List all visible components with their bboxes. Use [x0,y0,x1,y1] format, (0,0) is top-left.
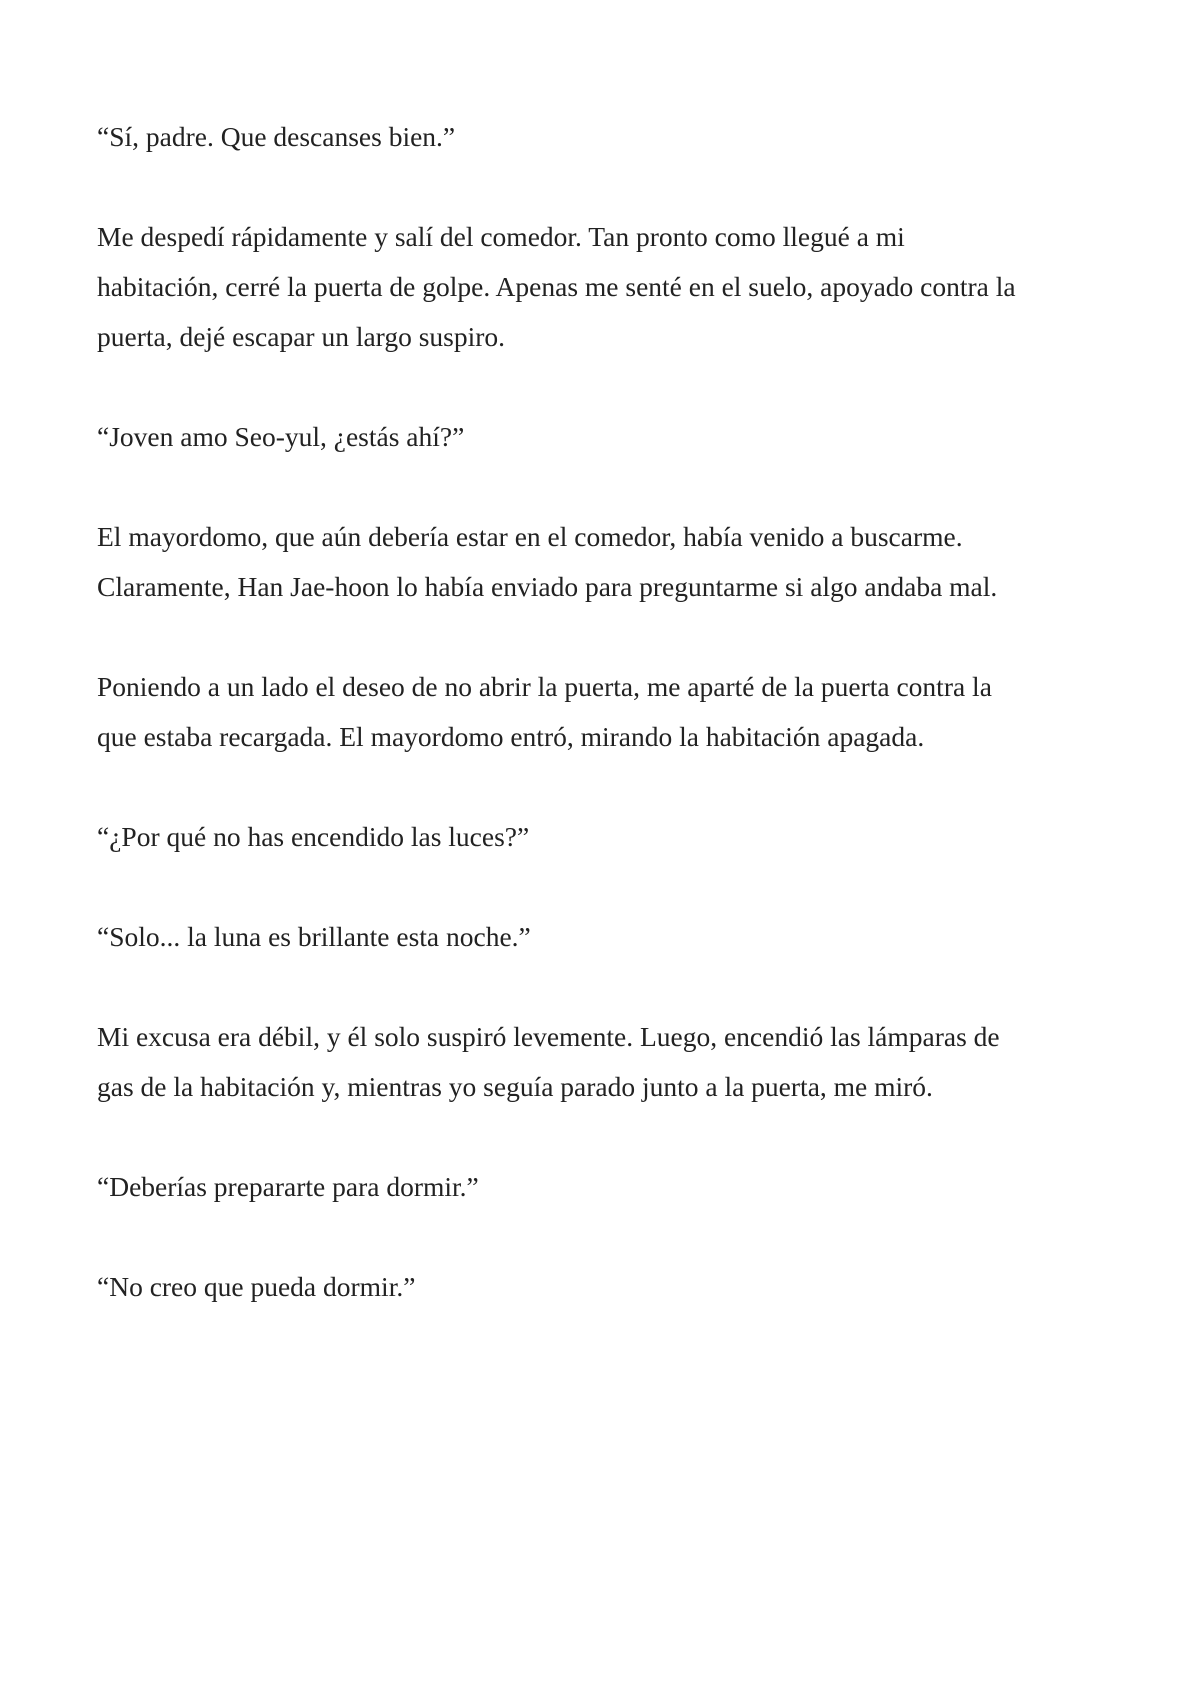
paragraph-dialogue: “Joven amo Seo-yul, ¿estás ahí?” [97,421,465,452]
paragraph-dialogue: “No creo que pueda dormir.” [97,1271,416,1302]
paragraph-narration: El mayordomo, que aún debería estar en el comedor, había venido a buscarme. Claramente, Han Jae-hoon lo había enviado para preguntarme si algo andaba mal. [97,521,998,602]
paragraph-narration: Poniendo a un lado el deseo de no abrir la puerta, me aparté de la puerta contra la que estaba recargada. El mayordomo entró, mirando la habitación apagada. [97,671,992,752]
paragraph-dialogue: “Solo... la luna es brillante esta noche.” [97,921,531,952]
paragraph-dialogue: “Deberías prepararte para dormir.” [97,1171,479,1202]
paragraph-narration: Mi excusa era débil, y él solo suspiró levemente. Luego, encendió las lámparas de gas de la habitación y, mientras yo seguía parado junto a la puerta, me miró. [97,1021,1000,1102]
paragraph-dialogue: “¿Por qué no has encendido las luces?” [97,821,530,852]
paragraph-narration: Me despedí rápidamente y salí del comedor. Tan pronto como llegué a mi habitación, cerré la puerta de golpe. Apenas me senté en el suelo, apoyado contra la puerta, dejé escapar un largo suspiro. [97,221,1016,352]
document-body [97,112,1017,1362]
paragraph-dialogue: “Sí, padre. Que descanses bien.” [97,121,456,152]
